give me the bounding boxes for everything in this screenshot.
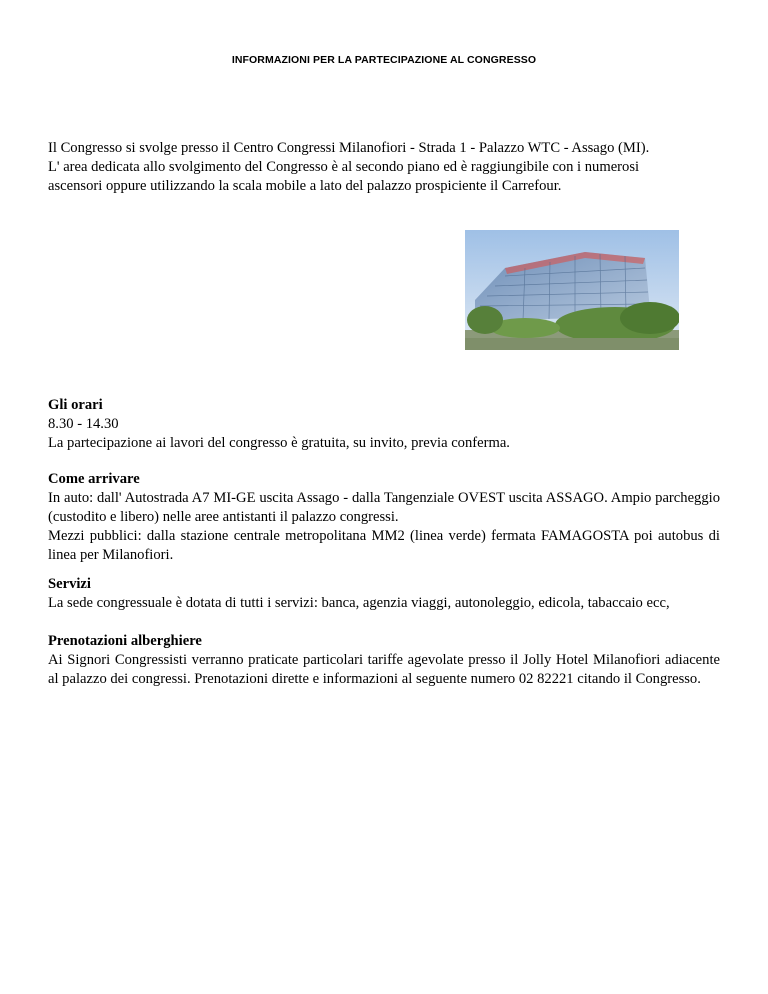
section-prenotazioni	[48, 632, 720, 689]
intro-line: Il Congresso si svolge presso il Centro Congressi Milanofiori - Strada 1 - Palazzo WTC - Assago (MI).	[48, 140, 650, 156]
servizi-text: La sede congressuale è dotata di tutti i servizi: banca, agenzia viaggi, autonoleggio, edicola, tabaccaio ecc,	[48, 595, 670, 611]
prenotazioni-text: Ai Signori Congressisti verranno praticate particolari tariffe agevolate presso il Jolly Hotel Milanofiori adiacente al palazzo dei congressi. Prenotazioni dirette e informazioni al seguente numero 02 82221 citando il Congresso.	[48, 652, 720, 687]
intro-paragraph	[48, 139, 728, 196]
orari-text: La partecipazione ai lavori del congresso è gratuita, su invito, previa conferma.	[48, 435, 510, 451]
page-title: INFORMAZIONI PER LA PARTECIPAZIONE AL CONGRESSO	[231, 54, 537, 66]
arrivare-mezzi: Mezzi pubblici: dalla stazione centrale metropolitana MM2 (linea verde) fermata FAMAGOSTA poi autobus di linea per Milanofiori.	[48, 528, 720, 563]
section-come-arrivare	[48, 470, 720, 565]
section-heading: Servizi	[48, 576, 91, 592]
section-servizi	[48, 575, 720, 613]
intro-line: ascensori oppure utilizzando la scala mobile a lato del palazzo prospiciente il Carrefour.	[48, 178, 562, 194]
section-heading: Come arrivare	[48, 471, 140, 487]
orari-time: 8.30 - 14.30	[48, 416, 119, 432]
section-heading: Prenotazioni alberghiere	[48, 633, 202, 649]
building-photo-icon	[465, 230, 679, 350]
arrivare-auto: In auto: dall' Autostrada A7 MI-GE uscita Assago - dalla Tangenziale OVEST uscita ASSAGO. Ampio parcheggio (custodito e libero) nelle aree antistanti il palazzo congressi.	[48, 490, 720, 525]
intro-line: L' area dedicata allo svolgimento del Congresso è al secondo piano ed è raggiungibile con i numerosi	[48, 159, 640, 175]
section-orari	[48, 396, 720, 453]
section-heading: Gli orari	[48, 397, 103, 413]
